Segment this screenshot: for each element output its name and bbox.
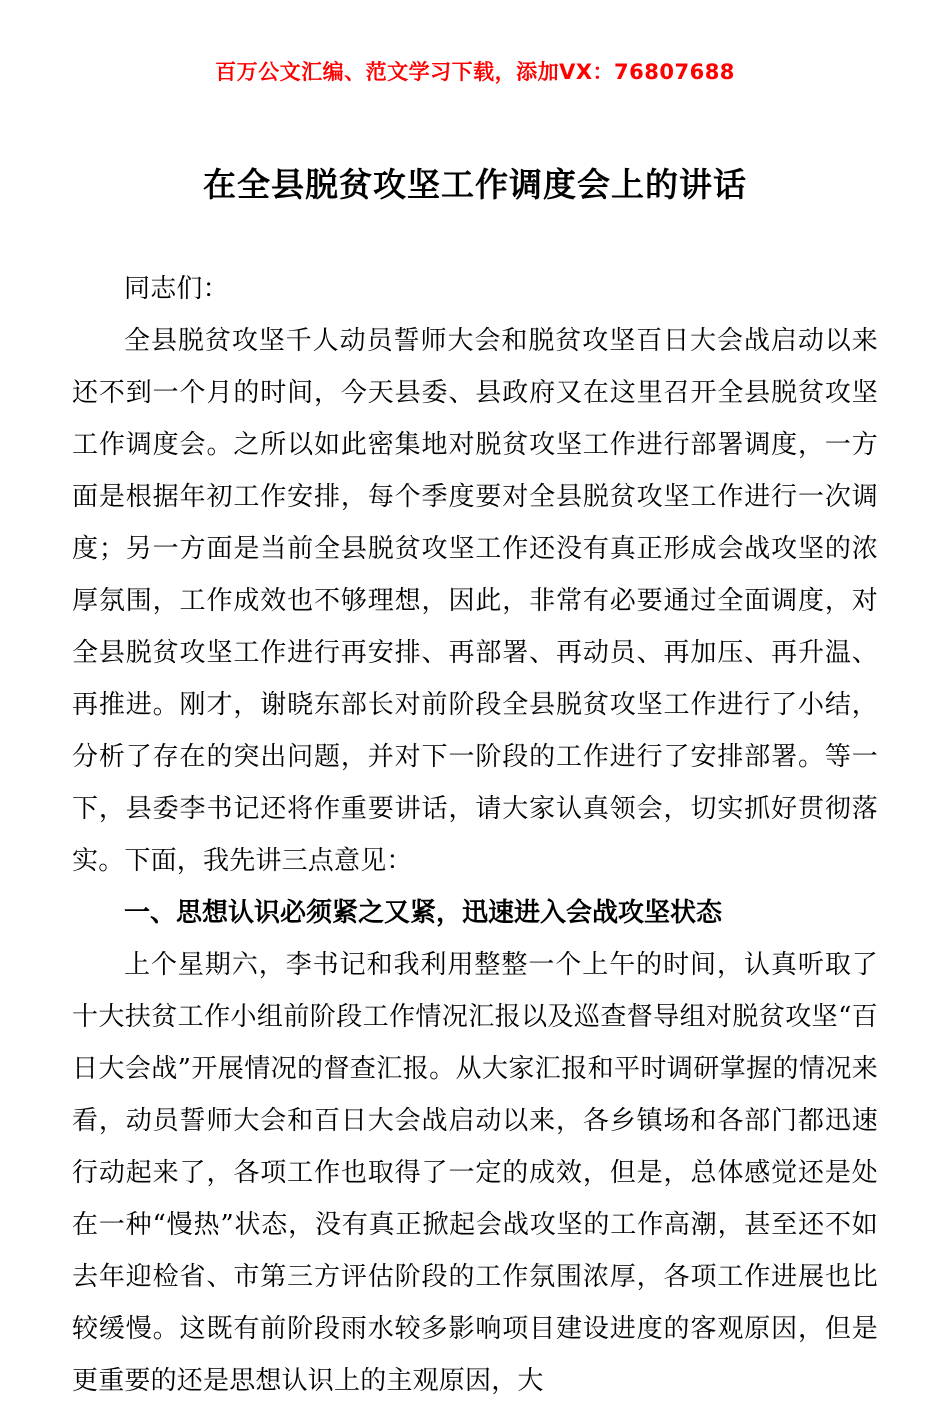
section-heading-1: 一、思想认识必须紧之又紧，迅速进入会战攻坚状态: [124, 897, 723, 928]
document-body: [72, 263, 878, 1407]
document-page: [0, 56, 950, 1400]
paragraph-salutation: 同志们：: [124, 273, 229, 304]
paragraph-intro: 全县脱贫攻坚千人动员誓师大会和脱贫攻坚百日大会战启动以来还不到一个月的时间，今天县委、县政府又在这里召开全县脱贫攻坚工作调度会。之所以如此密集地对脱贫攻坚工作进行部署调度，一方面是根据年初工作安排，每个季度要对全县脱贫攻坚工作进行一次调度；另一方面是当前全县脱贫攻坚工作还没有真正形成会战攻坚的浓厚氛围，工作成效也不够理想，因此，非常有必要通过全面调度，对全县脱贫攻坚工作进行再安排、再部署、再动员、再加压、再升温、再推进。刚才，谢晓东部长对前阶段全县脱贫攻坚工作进行了小结，分析了存在的突出问题，并对下一阶段的工作进行了安排部署。等一下，县委李书记还将作重要讲话，请大家认真领会，切实抓好贯彻落实。下面，我先讲三点意见：: [72, 325, 878, 876]
watermark-text: 百万公文汇编、范文学习下载，添加VX：76807688: [215, 60, 735, 84]
page-title: 在全县脱贫攻坚工作调度会上的讲话: [203, 165, 747, 204]
paragraph-section-1-body: 上个星期六，李书记和我利用整整一个上午的时间，认真听取了十大扶贫工作小组前阶段工作情况汇报以及巡查督导组对脱贫攻坚“百日大会战”开展情况的督查汇报。从大家汇报和平时调研掌握的情况来看，动员誓师大会和百日大会战启动以来，各乡镇场和各部门都迅速行动起来了，各项工作也取得了一定的成效，但是，总体感觉还是处在一种“慢热”状态，没有真正掀起会战攻坚的工作高潮，甚至还不如去年迎检省、市第三方评估阶段的工作氛围浓厚，各项工作进展也比较缓慢。这既有前阶段雨水较多影响项目建设进度的客观原因，但是更重要的还是思想认识上的主观原因，大: [72, 949, 878, 1396]
